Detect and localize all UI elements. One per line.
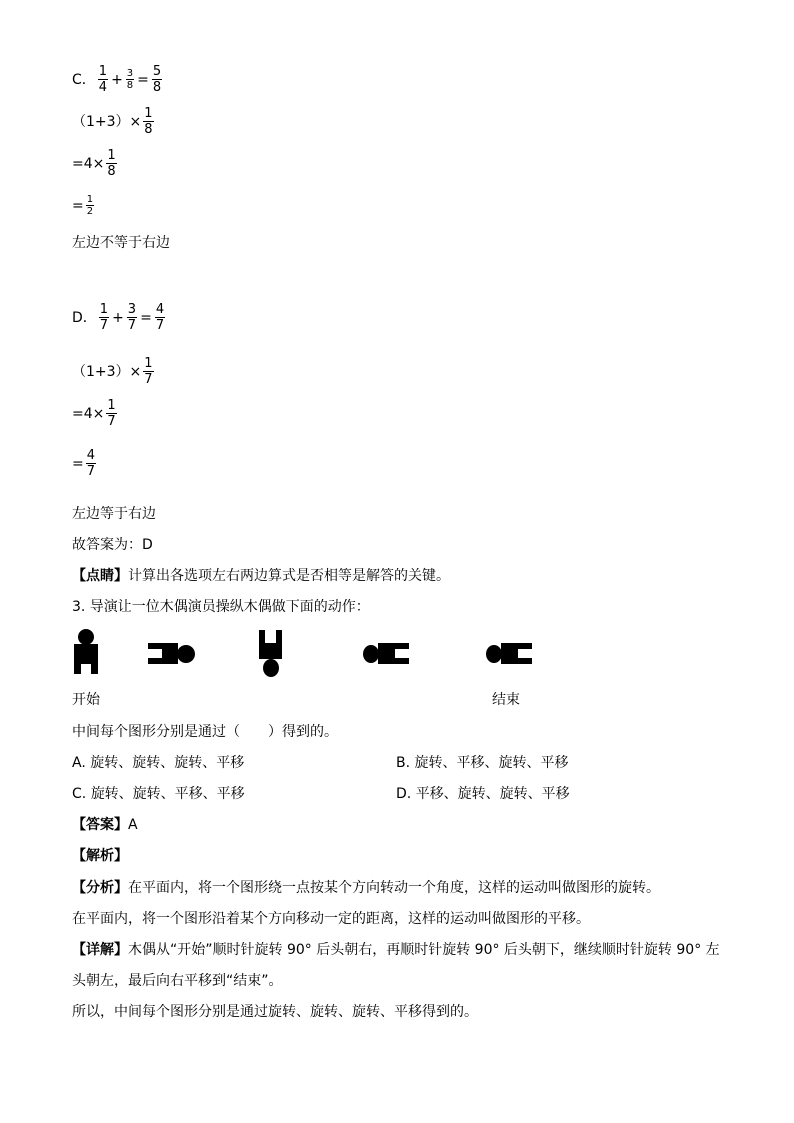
equals-sign: = (140, 309, 152, 326)
frac-denominator: 7 (144, 372, 153, 387)
frac-numerator: 3 (127, 302, 137, 317)
frac-denominator: 8 (107, 164, 116, 179)
expression: = (72, 455, 84, 472)
answer-tag: 【答案】 (72, 817, 128, 833)
answer-3-line (72, 817, 138, 833)
option-d-step2 (72, 398, 119, 429)
plus-sign: + (112, 309, 124, 326)
xiangjie-tag: 【详解】 (72, 942, 128, 958)
summary-line: 所以，中间每个图形分别是通过旋转、旋转、旋转、平移得到的。 (72, 1004, 478, 1020)
option-c-step2 (72, 148, 119, 179)
frac-denominator: 8 (144, 122, 153, 137)
puppet-figure-start (70, 628, 102, 678)
answer-value: A (128, 817, 138, 833)
frac-denominator: 7 (127, 318, 137, 333)
puppet-figure-rotated-left (362, 640, 412, 668)
frac-denominator: 8 (152, 80, 162, 95)
option-d-conclusion: 左边等于右边 (72, 506, 156, 522)
fenxi-text: 在平面内，将一个图形绕一点按某个方向转动一个角度，这样的运动叫做图形的旋转。 (128, 880, 660, 896)
frac-denominator: 2 (86, 206, 94, 217)
option-d-step1 (72, 356, 156, 387)
option-letter: C. (72, 786, 87, 802)
option-b (396, 755, 569, 771)
frac-denominator: 8 (126, 80, 134, 91)
question-3-prompt: 中间每个图形分别是通过（ ）得到的。 (72, 724, 338, 740)
fenxi-tag: 【分析】 (72, 880, 128, 896)
frac-numerator: 4 (86, 448, 96, 463)
option-d-label: D． (72, 309, 97, 326)
frac-numerator: 3 (126, 68, 134, 79)
frac-numerator: 4 (155, 302, 165, 317)
frac-denominator: 4 (98, 80, 108, 95)
option-c-step1 (72, 106, 156, 137)
option-c (72, 786, 245, 802)
expression: （1+3）× (72, 363, 142, 380)
puppet-figure-end (485, 640, 535, 668)
expression: =4× (72, 405, 105, 422)
question-3-stem: 3. 导演让一位木偶演员操纵木偶做下面的动作： (72, 599, 370, 615)
puppet-figure-rotated-down (256, 630, 286, 678)
puppet-figure-rotated-right (148, 640, 198, 668)
answer-line: 故答案为：D (72, 537, 153, 553)
option-d-step3 (72, 448, 98, 479)
option-letter: A. (72, 755, 86, 771)
option-text: 旋转、平移、旋转、平移 (414, 755, 569, 771)
start-label: 开始 (72, 692, 100, 708)
fenxi-line-2: 在平面内，将一个图形沿着某个方向移动一定的距离，这样的运动叫做图形的平移。 (72, 911, 590, 927)
dianjing-tag: 【点睛】 (72, 568, 128, 584)
equals-sign: = (137, 71, 149, 88)
option-c-label: C． (72, 71, 96, 88)
frac-denominator: 7 (86, 464, 96, 479)
fenxi-line (72, 880, 660, 896)
option-text: 平移、旋转、旋转、平移 (415, 786, 570, 802)
option-c-equation (72, 64, 164, 95)
frac-numerator: 1 (144, 106, 153, 121)
plus-sign: + (111, 71, 123, 88)
xiangjie-line-2: 头朝左，最后向右平移到“结束”。 (72, 973, 283, 989)
frac-numerator: 1 (86, 194, 94, 205)
frac-denominator: 7 (155, 318, 165, 333)
option-d (396, 786, 570, 802)
frac-denominator: 7 (107, 414, 116, 429)
frac-numerator: 1 (144, 356, 153, 371)
option-c-step3 (72, 194, 96, 217)
expression: （1+3）× (72, 113, 142, 130)
frac-numerator: 1 (98, 64, 108, 79)
option-c-conclusion: 左边不等于右边 (72, 235, 170, 251)
end-label: 结束 (492, 692, 520, 708)
frac-numerator: 1 (107, 398, 116, 413)
frac-numerator: 1 (99, 302, 109, 317)
xiangjie-text: 木偶从“开始”顺时针旋转 90° 后头朝右，再顺时针旋转 90° 后头朝下，继续顺时针旋转 90° 左 (128, 942, 720, 958)
option-text: 旋转、旋转、平移、平移 (90, 786, 245, 802)
expression: =4× (72, 155, 105, 172)
option-d-equation (72, 302, 167, 333)
option-letter: B. (396, 755, 411, 771)
dianjing-line (72, 568, 450, 584)
xiangjie-line-1 (72, 942, 720, 958)
option-a (72, 755, 244, 771)
option-letter: D. (396, 786, 412, 802)
frac-numerator: 1 (107, 148, 116, 163)
jiexi-tag: 【解析】 (72, 848, 128, 864)
dianjing-text: 计算出各选项左右两边算式是否相等是解答的关键。 (128, 568, 450, 584)
frac-numerator: 5 (152, 64, 162, 79)
expression: = (72, 197, 84, 214)
frac-denominator: 7 (99, 318, 109, 333)
option-text: 旋转、旋转、旋转、平移 (90, 755, 245, 771)
